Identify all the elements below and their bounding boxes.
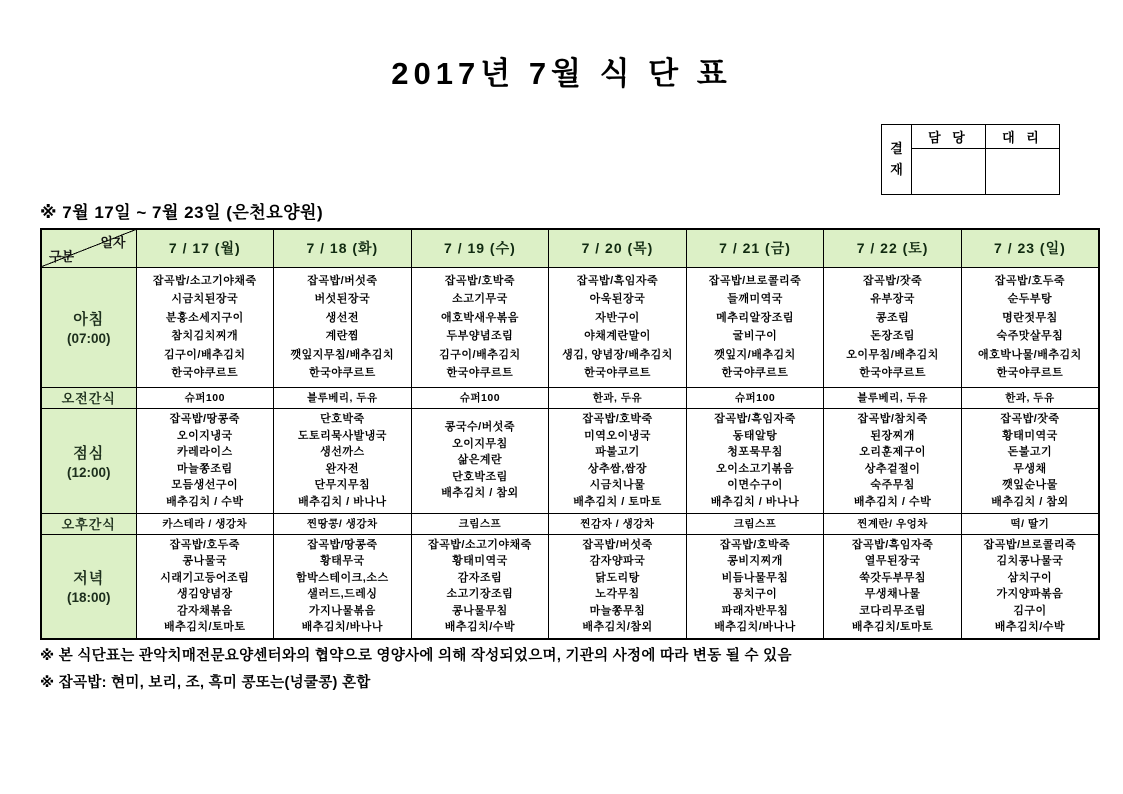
menu-item: 비듬나물무침	[721, 571, 789, 584]
menu-item: 자반구이	[595, 311, 640, 324]
menu-item: 감자채볶음	[176, 604, 233, 617]
menu-item: 꽁치구이	[732, 588, 778, 601]
menu-item: 삶은계란	[457, 454, 503, 467]
menu-item: 콩비지찌개	[727, 555, 783, 568]
menu-cell-dinner-day7	[961, 534, 1099, 639]
page-title: 2017년 7월 식 단 표	[391, 56, 732, 91]
approval-col-daeri: 대 리	[986, 125, 1060, 149]
menu-item: 잡곡밥/호박죽	[582, 413, 653, 425]
menu-item: 황태미역국	[452, 555, 508, 568]
snack-cell-pm_snack-day5: 크림스프	[686, 513, 824, 534]
menu-item: 시래기고등어조림	[160, 571, 250, 584]
row-label-time: (07:00)	[66, 331, 111, 346]
menu-item: 배추김치/토마토	[851, 621, 934, 634]
menu-item: 무생채	[1013, 462, 1047, 475]
snack-cell-pm_snack-day4: 찐감자 / 생강차	[549, 513, 687, 534]
day-header-7: 7 / 23 (일)	[961, 229, 1099, 267]
snack-cell-pm_snack-day1: 카스테라 / 생강차	[136, 513, 274, 534]
menu-item: 잡곡밥/버섯죽	[307, 274, 378, 287]
menu-item: 오이지무침	[452, 437, 508, 450]
menu-item: 배추김치 / 바나나	[298, 495, 387, 508]
snack-cell-pm_snack-day3: 크림스프	[411, 513, 549, 534]
snack-cell-am_snack-day1: 슈퍼100	[136, 387, 274, 408]
menu-item: 메추리알장조림	[716, 311, 794, 324]
menu-item: 오이소고기볶음	[716, 462, 794, 475]
menu-item: 잡곡밥/호박죽	[444, 274, 516, 287]
menu-item: 모듬생선구이	[171, 479, 239, 491]
menu-item: 상추쌈,쌈장	[587, 462, 648, 475]
menu-cell-dinner-day5	[686, 534, 824, 639]
menu-cell-breakfast-day7	[961, 267, 1099, 387]
menu-cell-dinner-day1	[136, 534, 274, 639]
menu-cell-dinner-day6	[824, 534, 962, 639]
menu-item: 콩조림	[875, 311, 910, 324]
day-header-6: 7 / 22 (토)	[824, 229, 962, 267]
corner-label-category: 구분	[49, 248, 75, 264]
footnote-1: ※ 본 식단표는 관악치매전문요양센터와의 협약으로 영양사에 의해 작성되었으며, 기관의 사정에 따라 변동 될 수 있음	[40, 648, 792, 664]
row-dinner	[41, 534, 1099, 639]
day-header-1: 7 / 17 (월)	[136, 229, 274, 267]
row-label-pm_snack: 오후간식	[41, 513, 136, 534]
menu-item: 잡곡밥/호두죽	[169, 538, 240, 551]
menu-cell-lunch-day1	[136, 408, 274, 513]
menu-item: 깻잎지/배추김치	[714, 348, 796, 361]
menu-item: 김치콩나물국	[996, 555, 1064, 568]
menu-item: 계란찜	[325, 330, 360, 342]
menu-item: 분홍소세지구이	[165, 311, 244, 324]
menu-cell-breakfast-day4	[549, 267, 687, 387]
table-header-row	[41, 229, 1099, 267]
menu-item: 배추김치/수박	[994, 621, 1066, 634]
menu-item: 미역오이냉국	[584, 429, 651, 442]
menu-item: 배추김치/바나나	[301, 621, 384, 634]
day-header-3: 7 / 19 (수)	[411, 229, 549, 267]
menu-item: 황태미역국	[1002, 429, 1058, 442]
menu-item: 김구이	[1013, 604, 1047, 617]
menu-item: 잡곡밥/흑임자죽	[851, 538, 934, 551]
snack-cell-am_snack-day4: 한과, 두유	[549, 387, 687, 408]
menu-item: 한국야쿠르트	[171, 367, 239, 379]
menu-item: 잡곡밥/땅콩죽	[307, 538, 378, 551]
menu-item: 배추김치/토마토	[164, 621, 246, 634]
row-breakfast	[41, 267, 1099, 387]
menu-item: 마늘쫑조림	[176, 462, 233, 475]
menu-item: 돈장조림	[870, 330, 915, 342]
menu-item: 잡곡밥/잣죽	[1000, 413, 1060, 425]
menu-item: 오리훈제구이	[859, 446, 926, 458]
menu-item: 한국야쿠르트	[721, 367, 789, 379]
menu-item: 상추겉절이	[864, 462, 921, 475]
menu-item: 이면수구이	[727, 479, 783, 491]
menu-item: 야채계란말이	[584, 330, 651, 342]
row-am_snack	[41, 387, 1099, 408]
menu-item: 도토리묵사발냉국	[297, 429, 387, 442]
snack-cell-pm_snack-day7: 떡/ 딸기	[961, 513, 1099, 534]
menu-item: 아욱된장국	[589, 293, 646, 305]
menu-item: 애호박나물/배추김치	[978, 348, 1082, 361]
menu-item: 한국야쿠르트	[584, 367, 651, 379]
row-label-name: 점심	[73, 444, 105, 462]
day-header-5: 7 / 21 (금)	[686, 229, 824, 267]
row-label-name: 아침	[73, 311, 105, 328]
menu-item: 한국야쿠르트	[996, 367, 1064, 379]
menu-item: 생선까스	[320, 446, 365, 458]
menu-item: 배추김치 / 바나나	[710, 495, 800, 508]
menu-item: 잡곡밥/잣죽	[863, 274, 923, 287]
menu-item: 잡곡밥/참치죽	[857, 413, 928, 425]
row-label-name: 저녁	[73, 570, 105, 588]
menu-item: 순두부탕	[1007, 293, 1053, 305]
menu-item: 잡곡밥/흑임자죽	[576, 274, 659, 287]
menu-item: 완자전	[325, 462, 360, 475]
menu-item: 단호박조림	[452, 470, 508, 483]
menu-item: 굴비구이	[732, 330, 778, 342]
menu-item: 감자양파국	[589, 555, 646, 568]
menu-item: 생김양념장	[176, 588, 233, 601]
menu-cell-lunch-day2	[274, 408, 412, 513]
menu-item: 배추김치 / 수박	[166, 495, 244, 508]
menu-item: 쑥갓두부무침	[859, 571, 926, 584]
menu-item: 들깨미역국	[727, 293, 783, 305]
approval-stamp-label: 결재	[882, 125, 912, 195]
footnotes	[40, 644, 1100, 698]
menu-item: 파래자반무침	[721, 604, 789, 617]
menu-item: 잡곡밥/소고기야채죽	[428, 538, 532, 551]
corner-label-date: 일자	[100, 235, 126, 250]
menu-item: 잡곡밥/땅콩죽	[169, 413, 240, 425]
menu-table	[40, 228, 1100, 640]
week-range-subtitle: ※ 7월 17일 ~ 7월 23일 (은천요양원)	[40, 203, 324, 222]
snack-cell-am_snack-day5: 슈퍼100	[686, 387, 824, 408]
row-lunch	[41, 408, 1099, 513]
menu-item: 깻잎지무침/배추김치	[290, 348, 395, 361]
menu-item: 한국야쿠르트	[859, 367, 926, 379]
menu-cell-lunch-day4	[549, 408, 687, 513]
menu-item: 동태알탕	[732, 429, 778, 442]
menu-item: 콩나물무침	[452, 604, 508, 617]
menu-item: 유부장국	[870, 293, 915, 305]
menu-item: 두부양념조림	[446, 330, 514, 342]
row-label-breakfast	[41, 267, 136, 387]
menu-item: 돈불고기	[1007, 446, 1053, 458]
menu-item: 잡곡밥/소고기야채죽	[152, 274, 257, 287]
menu-item: 잡곡밥/흑임자죽	[714, 413, 796, 425]
footnote-2: ※ 잡곡밥: 현미, 보리, 조, 흑미 콩또는(넝쿨콩) 혼합	[40, 675, 371, 691]
menu-item: 배추김치/바나나	[714, 621, 796, 634]
menu-item: 생김, 양념장/배추김치	[562, 348, 673, 361]
menu-item: 잡곡밥/호두죽	[994, 274, 1066, 287]
snack-cell-pm_snack-day2: 찐땅콩/ 생강차	[274, 513, 412, 534]
menu-item: 배추김치 / 참외	[441, 487, 519, 500]
menu-item: 시금치된장국	[171, 293, 239, 305]
menu-item: 카레라이스	[176, 446, 233, 458]
menu-item: 콩나물국	[182, 555, 228, 568]
snack-cell-am_snack-day2: 블루베리, 두유	[274, 387, 412, 408]
snack-cell-am_snack-day6: 블루베리, 두유	[824, 387, 962, 408]
menu-item: 파불고기	[595, 446, 640, 458]
menu-item: 애호박새우볶음	[440, 311, 519, 324]
menu-cell-lunch-day6	[824, 408, 962, 513]
menu-cell-breakfast-day6	[824, 267, 962, 387]
menu-item: 오이무침/배추김치	[846, 348, 939, 361]
corner-cell	[41, 229, 136, 267]
row-label-time: (18:00)	[66, 590, 111, 606]
menu-item: 감자조림	[457, 571, 503, 584]
menu-table-container	[40, 228, 1100, 640]
menu-item: 함박스테이크,소스	[296, 571, 389, 584]
menu-item: 깻잎순나물	[1002, 479, 1058, 491]
menu-item: 시금치나물	[589, 479, 646, 491]
menu-cell-breakfast-day3	[411, 267, 549, 387]
menu-item: 소고기장조림	[446, 588, 514, 601]
menu-cell-dinner-day3	[411, 534, 549, 639]
menu-item: 닭도리탕	[595, 571, 640, 584]
menu-item: 숙주무침	[870, 479, 915, 491]
menu-item: 된장찌개	[870, 429, 915, 442]
menu-item: 명란젓무침	[1002, 311, 1058, 324]
menu-item: 잡곡밥/브로콜리죽	[708, 274, 802, 287]
menu-item: 코다리무조림	[859, 604, 926, 617]
approval-sign-cell	[912, 149, 986, 195]
row-label-dinner	[41, 534, 136, 639]
menu-item: 한국야쿠르트	[308, 367, 376, 379]
menu-item: 배추김치/수박	[444, 621, 516, 634]
day-header-4: 7 / 20 (목)	[549, 229, 687, 267]
approval-box	[881, 124, 1060, 195]
menu-item: 배추김치 / 수박	[853, 495, 932, 508]
menu-cell-lunch-day5	[686, 408, 824, 513]
menu-item: 콩국수/버섯죽	[444, 421, 516, 434]
snack-cell-am_snack-day7: 한과, 두유	[961, 387, 1099, 408]
menu-item: 버섯된장국	[314, 293, 371, 305]
row-label-am_snack: 오전간식	[41, 387, 136, 408]
day-header-2: 7 / 18 (화)	[274, 229, 412, 267]
menu-cell-breakfast-day1	[136, 267, 274, 387]
menu-item: 가지양파볶음	[996, 588, 1064, 601]
row-pm_snack	[41, 513, 1099, 534]
menu-item: 배추김치 / 토마토	[573, 495, 662, 508]
menu-cell-breakfast-day2	[274, 267, 412, 387]
menu-item: 가지나물볶음	[308, 604, 376, 617]
menu-item: 잡곡밥/호박죽	[719, 538, 791, 551]
menu-item: 무생채나물	[864, 588, 921, 601]
approval-sign-cell	[986, 149, 1060, 195]
menu-cell-dinner-day4	[549, 534, 687, 639]
menu-item: 숙주맛살무침	[996, 330, 1064, 342]
menu-item: 소고기무국	[452, 293, 508, 305]
approval-col-damdang: 담 당	[912, 125, 986, 149]
menu-item: 한국야쿠르트	[446, 367, 514, 379]
menu-cell-breakfast-day5	[686, 267, 824, 387]
menu-item: 잡곡밥/버섯죽	[582, 538, 653, 551]
snack-cell-pm_snack-day6: 찐계란/ 우엉차	[824, 513, 962, 534]
menu-item: 김구이/배추김치	[164, 348, 246, 361]
menu-item: 배추김치 / 참외	[991, 495, 1069, 508]
menu-item: 잡곡밥/브로콜리죽	[983, 538, 1077, 551]
menu-item: 샐러드,드레싱	[307, 588, 378, 601]
menu-item: 오이지냉국	[176, 429, 233, 442]
menu-item: 단무지무침	[314, 479, 371, 491]
menu-cell-lunch-day7	[961, 408, 1099, 513]
menu-item: 황태무국	[320, 555, 365, 568]
menu-item: 열무된장국	[864, 555, 921, 568]
menu-item: 단호박죽	[320, 413, 365, 425]
row-label-lunch	[41, 408, 136, 513]
menu-item: 노각무침	[595, 588, 640, 601]
menu-item: 생선전	[325, 311, 360, 324]
menu-item: 마늘쫑무침	[589, 604, 646, 617]
menu-item: 김구이/배추김치	[439, 348, 521, 361]
row-label-time: (12:00)	[66, 464, 111, 480]
menu-item: 배추김치/참외	[582, 621, 653, 634]
menu-cell-dinner-day2	[274, 534, 412, 639]
menu-item: 참치김치찌개	[171, 330, 239, 342]
menu-cell-lunch-day3	[411, 408, 549, 513]
snack-cell-am_snack-day3: 슈퍼100	[411, 387, 549, 408]
menu-item: 청포묵무침	[727, 446, 783, 458]
menu-item: 삼치구이	[1007, 571, 1053, 584]
